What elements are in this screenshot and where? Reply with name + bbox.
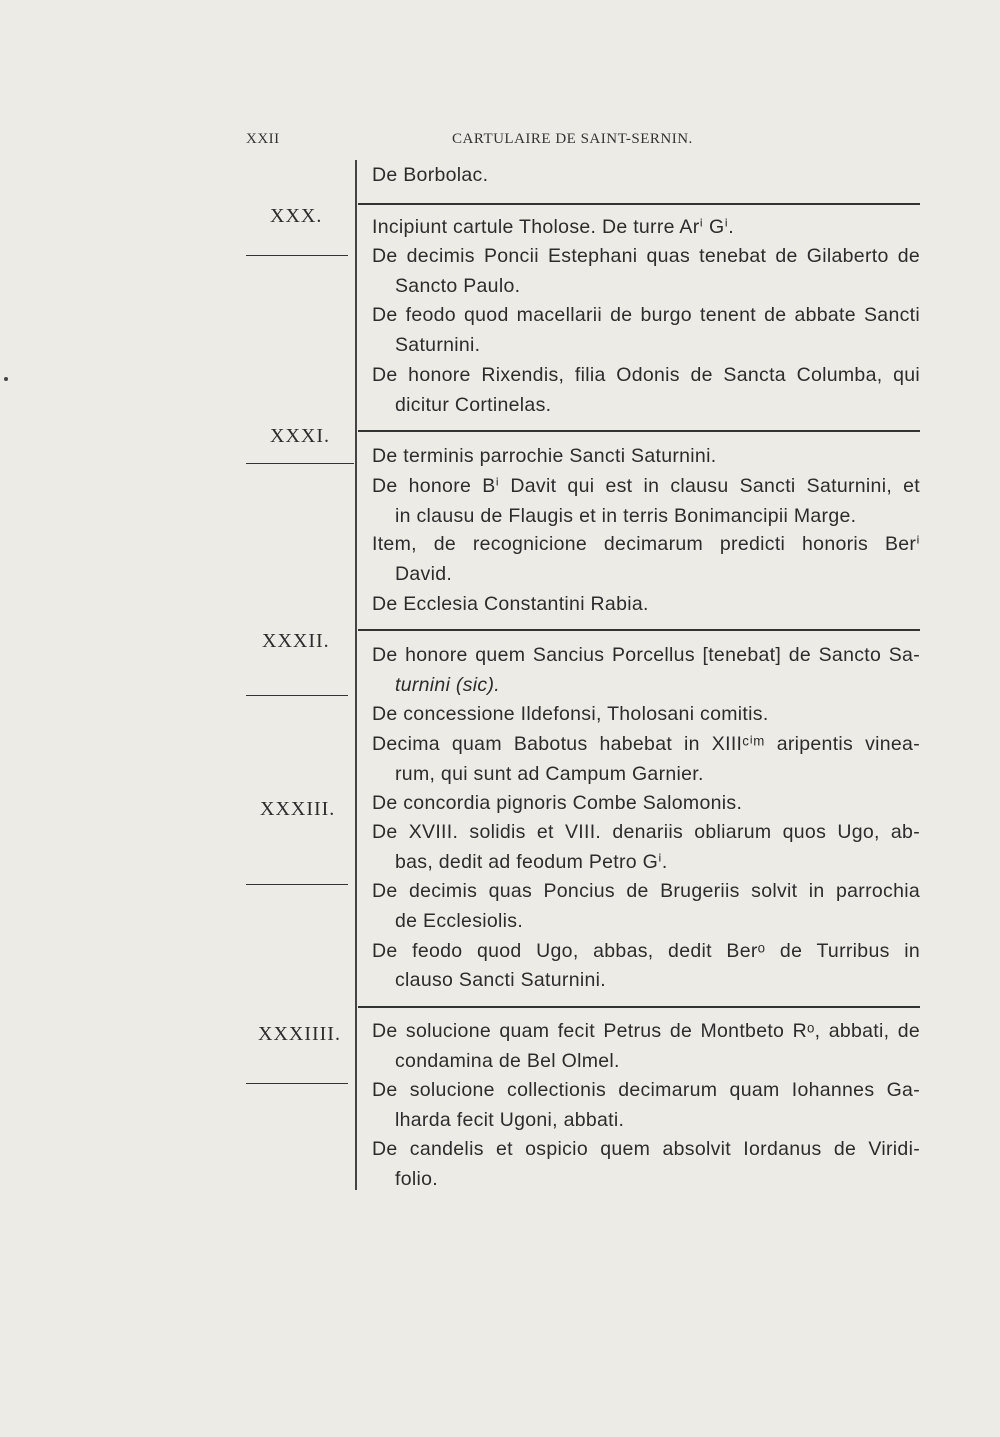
list-item: clauso Sancti Saturnini. xyxy=(395,969,606,991)
list-item: lharda fecit Ugoni, abbati. xyxy=(395,1109,625,1131)
column-divider xyxy=(355,160,357,1190)
section-rule xyxy=(358,629,920,631)
list-item: De solucione collectionis decimarum quam Iohannes Ga- xyxy=(372,1079,920,1101)
list-item: Incipiunt cartule Tholose. De turre Arⁱ Gⁱ. xyxy=(372,216,735,238)
section-rule xyxy=(358,430,920,432)
list-item: in clausu de Flaugis et in terris Bonimancipii Marge. xyxy=(395,505,857,527)
list-item: De solucione quam fecit Petrus de Montbeto Rᵒ, abbati, de xyxy=(372,1020,920,1042)
list-item: turnini (sic). xyxy=(395,674,500,696)
list-item: De candelis et ospicio quem absolvit Iordanus de Viridi- xyxy=(372,1138,920,1160)
list-item: folio. xyxy=(395,1168,438,1190)
list-item: De Borbolac. xyxy=(372,164,489,186)
running-title: CARTULAIRE DE SAINT-SERNIN. xyxy=(452,131,693,147)
list-item: De honore Bⁱ Davit qui est in clausu Sancti Saturnini, et xyxy=(372,475,920,497)
list-item: Item, de recognicione decimarum predicti honoris Berⁱ xyxy=(372,533,920,555)
list-item: Decima quam Babotus habebat in XIIIᶜⁱᵐ aripentis vinea- xyxy=(372,733,920,755)
list-item: De Ecclesia Constantini Rabia. xyxy=(372,593,649,615)
section-rule xyxy=(358,1006,920,1008)
list-item: condamina de Bel Olmel. xyxy=(395,1050,620,1072)
list-item: De honore Rixendis, filia Odonis de Sancta Columba, qui xyxy=(372,364,920,386)
list-item: De honore quem Sancius Porcellus [tenebat] de Sancto Sa- xyxy=(372,644,920,666)
section-numeral-xxxiii: XXXIII. xyxy=(260,798,336,820)
list-item: De concessione Ildefonsi, Tholosani comitis. xyxy=(372,703,769,725)
numeral-rule xyxy=(246,255,348,256)
list-item: De feodo quod Ugo, abbas, dedit Berᵒ de Turribus in xyxy=(372,940,920,962)
list-item: Sancto Paulo. xyxy=(395,275,521,297)
list-item: De terminis parrochie Sancti Saturnini. xyxy=(372,445,717,467)
list-item: De decimis Poncii Estephani quas tenebat de Gilaberto de xyxy=(372,245,920,267)
margin-dot xyxy=(4,377,8,381)
section-numeral-xxxiiii: XXXIIII. xyxy=(258,1023,341,1045)
numeral-rule xyxy=(246,1083,348,1084)
section-numeral-xxx: XXX. xyxy=(270,205,323,227)
list-item: rum, qui sunt ad Campum Garnier. xyxy=(395,763,704,785)
section-numeral-xxxi: XXXI. xyxy=(270,425,330,447)
list-item: dicitur Cortinelas. xyxy=(395,394,552,416)
section-numeral-xxxii: XXXII. xyxy=(262,630,330,652)
list-item: De feodo quod macellarii de burgo tenent de abbate Sancti xyxy=(372,304,920,326)
page-number: XXII xyxy=(246,131,280,147)
list-item: Saturnini. xyxy=(395,334,481,356)
numeral-rule xyxy=(246,884,348,885)
list-item: bas, dedit ad feodum Petro Gⁱ. xyxy=(395,851,668,873)
section-rule xyxy=(358,203,920,205)
list-item: De XVIII. solidis et VIII. denariis obliarum quos Ugo, ab- xyxy=(372,821,920,843)
numeral-rule xyxy=(246,695,348,696)
list-item: David. xyxy=(395,563,453,585)
list-item: de Ecclesiolis. xyxy=(395,910,524,932)
list-item: De decimis quas Poncius de Brugeriis solvit in parrochia xyxy=(372,880,920,902)
list-item: De concordia pignoris Combe Salomonis. xyxy=(372,792,743,814)
numeral-rule xyxy=(246,463,354,464)
